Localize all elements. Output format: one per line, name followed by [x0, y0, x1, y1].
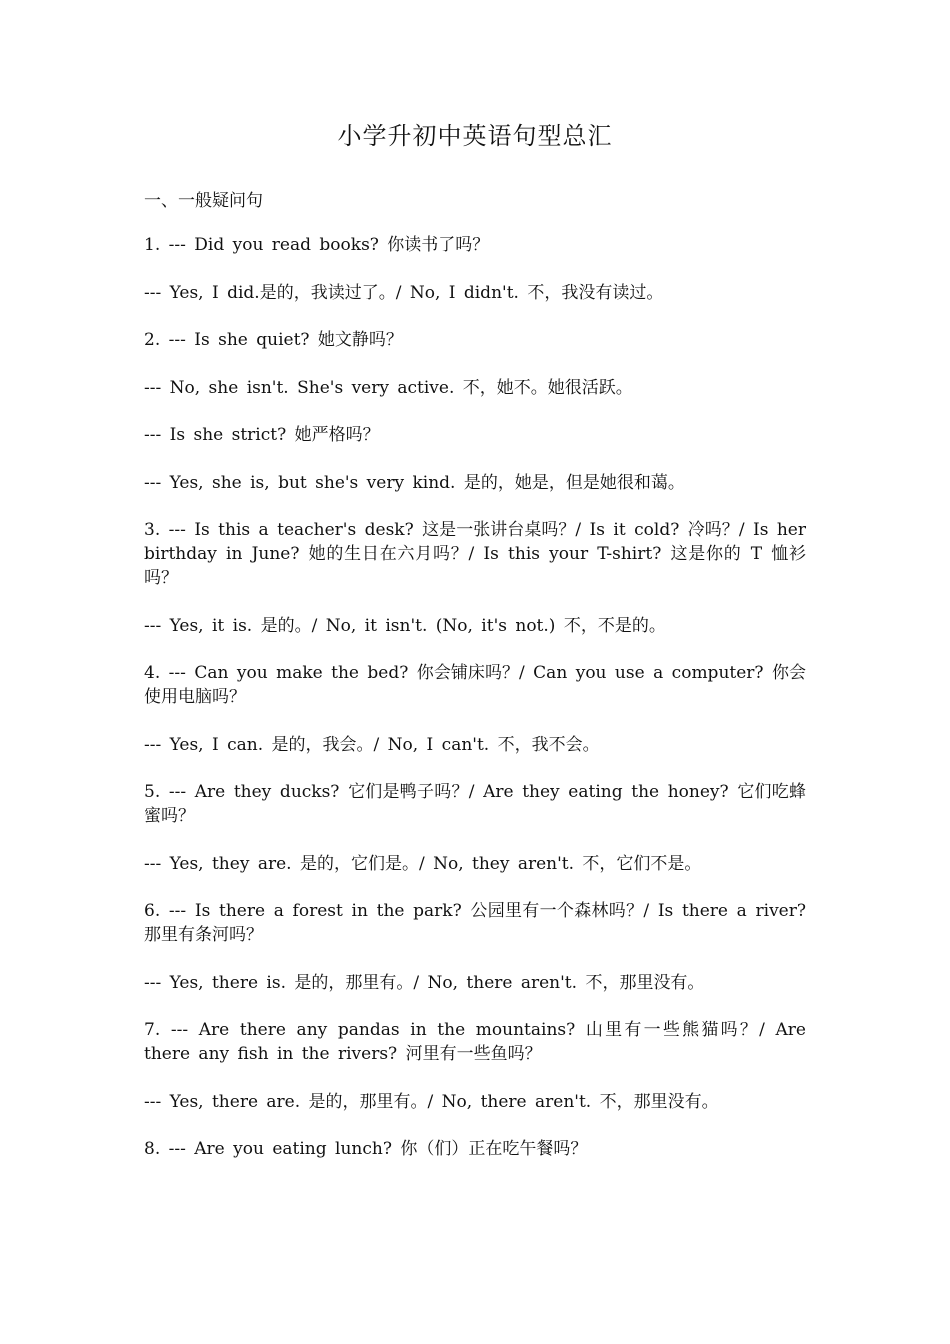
document-title: 小学升初中英语句型总汇: [337, 122, 613, 150]
paragraph-q5: 5. --- Are they ducks? 它们是鸭子吗？/ Are they eating the honey? 它们吃蜂蜜吗？: [144, 782, 806, 826]
paragraph-a3: --- Yes, it is. 是的。/ No, it isn't. (No, it's not.) 不，不是的。: [144, 615, 666, 636]
paragraph-a7: --- Yes, there are. 是的，那里有。/ No, there aren't. 不，那里没有。: [144, 1091, 719, 1112]
paragraph-a1: --- Yes, I did.是的，我读过了。/ No, I didn't. 不，我没有读过。: [144, 282, 664, 303]
paragraph-q1: 1. --- Did you read books? 你读书了吗？: [144, 235, 490, 255]
paragraph-q8: 8. --- Are you eating lunch? 你（们）正在吃午餐吗？: [144, 1139, 588, 1159]
paragraph-a2b: --- Yes, she is, but she's very kind. 是的，她是，但是她很和蔼。: [144, 472, 685, 493]
paragraph-a4: --- Yes, I can. 是的，我会。/ No, I can't. 不，我不会。: [144, 734, 600, 755]
paragraph-q2b: --- Is she strict? 她严格吗？: [144, 425, 380, 445]
paragraph-a6: --- Yes, there is. 是的，那里有。/ No, there aren't. 不，那里没有。: [144, 972, 705, 993]
paragraph-a5: --- Yes, they are. 是的，它们是。/ No, they aren't. 不，它们不是。: [144, 853, 702, 874]
paragraph-q2: 2. --- Is she quiet? 她文静吗？: [144, 330, 403, 350]
paragraph-a2: --- No, she isn't. She's very active. 不，她不。她很活跃。: [144, 377, 633, 398]
paragraph-q6: 6. --- Is there a forest in the park? 公园里有一个森林吗？/ Is there a river? 那里有条河吗？: [144, 901, 806, 945]
document-body: [144, 233, 806, 1185]
section-heading: 一、一般疑问句: [144, 191, 263, 211]
paragraph-q4: 4. --- Can you make the bed? 你会铺床吗？/ Can you use a computer? 你会使用电脑吗？: [144, 663, 806, 707]
paragraph-q7: 7. --- Are there any pandas in the mountains? 山里有一些熊猫吗？/ Are there any fish in the rivers? 河里有一些鱼吗？: [144, 1020, 806, 1064]
paragraph-q3: 3. --- Is this a teacher's desk? 这是一张讲台桌吗？/ Is it cold? 冷吗？/ Is her birthday in June? 她的生日在六月吗？/ Is this your T-shirt? 这是你的 T 恤衫吗？: [144, 520, 806, 588]
